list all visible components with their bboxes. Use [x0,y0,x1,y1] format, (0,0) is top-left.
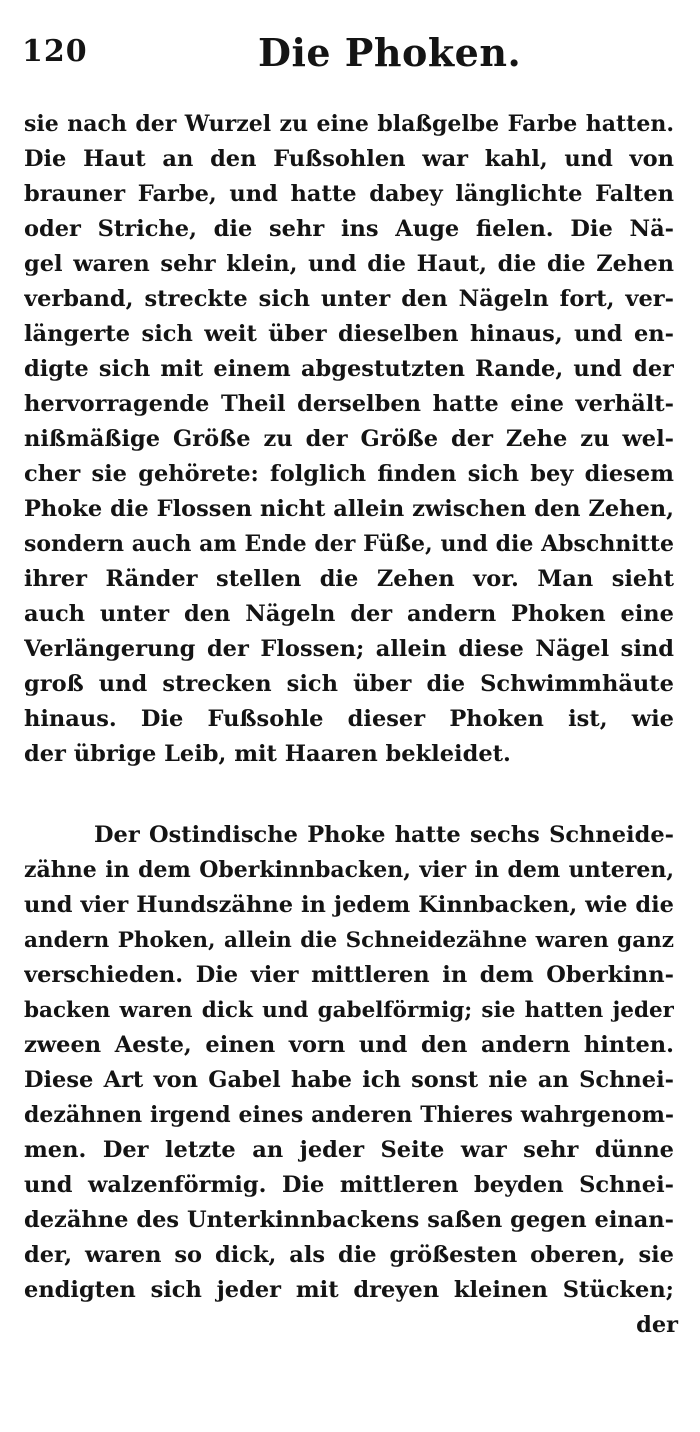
text-line: groß und strecken sich über die Schwimmhäute [24,671,674,697]
text-line: und walzenförmig. Die mittleren beyden Schnei- [24,1172,674,1198]
text-line: zween Aeste, einen vorn und den andern hinten. [24,1032,674,1058]
text-line: zähne in dem Oberkinnbacken, vier in dem unteren, [24,857,674,883]
text-line: Die Haut an den Fußsohlen war kahl, und von [24,146,674,172]
text-line: hinaus. Die Fußsohle dieser Phoken ist, wie [24,706,674,732]
text-line: sondern auch am Ende der Füße, und die Abschnitte [24,531,674,557]
text-line: oder Striche, die sehr ins Auge fielen. Die Nä- [24,216,674,242]
page-number: 120 [22,34,88,69]
text-line: längerte sich weit über dieselben hinaus, und en- [24,321,674,347]
text-line: men. Der letzte an jeder Seite war sehr dünne [24,1137,674,1163]
text-line: brauner Farbe, und hatte dabey länglichte Falten [24,181,674,207]
text-line: nißmäßige Größe zu der Größe der Zehe zu wel- [24,426,674,452]
text-line: der, waren so dick, als die größesten oberen, sie [24,1242,674,1268]
text-line: backen waren dick und gabelförmig; sie hatten jeder [24,998,674,1023]
text-line: auch unter den Nägeln der andern Phoken eine [24,601,674,627]
text-line: verschieden. Die vier mittleren in dem Oberkinn- [24,962,674,988]
text-line: digte sich mit einem abgestutzten Rande, und der [24,356,674,382]
text-line: und vier Hundszähne in jedem Kinnbacken, wie die [24,892,674,918]
paragraph-1 [24,107,674,772]
text-line: Verlängerung der Flossen; allein diese Nägel sind [24,636,674,662]
text-line: ihrer Ränder stellen die Zehen vor. Man sieht [24,566,674,592]
text-line: dezähnen irgend eines anderen Thieres wahrgenom- [24,1102,674,1128]
text-line: Phoke die Flossen nicht allein zwischen den Zehen, [24,496,674,522]
text-line: cher sie gehörete: folglich finden sich bey diesem [24,461,674,487]
text-line: dezähne des Unterkinnbackens saßen gegen einan- [24,1207,674,1233]
text-line: verband, streckte sich unter den Nägeln fort, ver- [24,286,674,312]
paragraph-2 [24,818,674,1308]
page-header [0,30,700,80]
running-title: Die Phoken. [258,30,522,75]
text-line: sie nach der Wurzel zu eine blaßgelbe Farbe hatten. [24,111,674,137]
text-line: Diese Art von Gabel habe ich sonst nie an Schnei- [24,1067,674,1093]
text-line: Der Ostindische Phoke hatte sechs Schneide- [94,822,674,848]
text-line: gel waren sehr klein, und die Haut, die die Zehen [24,251,674,277]
text-line: endigten sich jeder mit dreyen kleinen Stücken; [24,1277,674,1303]
text-line: andern Phoken, allein die Schneidezähne waren ganz [24,928,674,953]
text-line: hervorragende Theil derselben hatte eine verhält- [24,391,674,417]
catchword: der [636,1312,678,1338]
text-line: der übrige Leib, mit Haaren bekleidet. [24,741,511,767]
